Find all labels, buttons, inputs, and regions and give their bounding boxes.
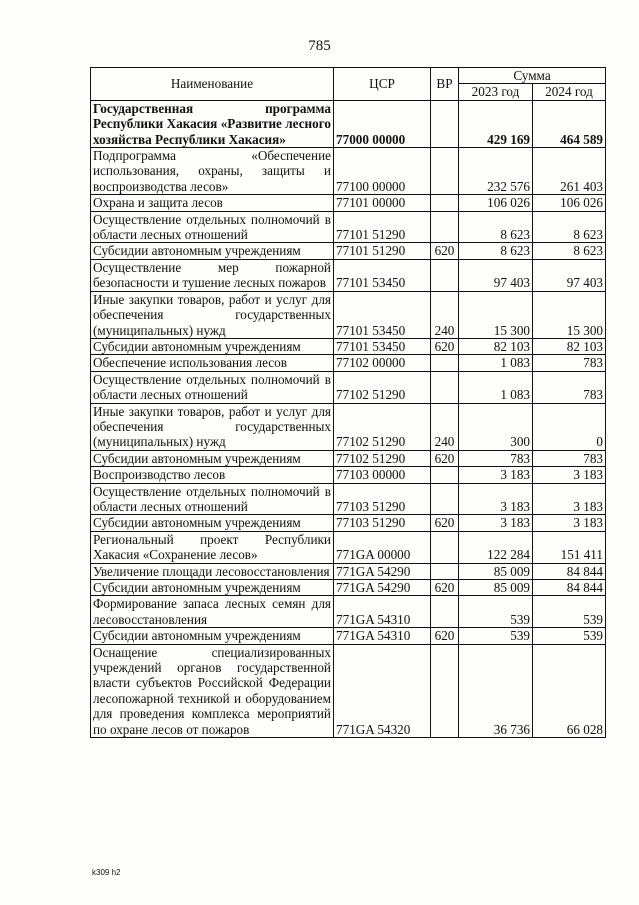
table-row <box>91 450 606 466</box>
row-csr: 77102 51290 <box>334 450 431 466</box>
row-name: Субсидии автономным учреждениям <box>91 243 334 259</box>
table-row <box>91 596 606 628</box>
row-vr <box>431 195 459 211</box>
row-vr <box>431 259 459 291</box>
row-csr: 77101 53450 <box>334 291 431 338</box>
row-name: Субсидии автономным учреждениям <box>91 450 334 466</box>
row-vr: 620 <box>431 450 459 466</box>
row-csr: 77103 51290 <box>334 483 431 515</box>
row-2023: 106 026 <box>459 195 533 211</box>
header-row <box>91 68 606 84</box>
row-name: Государственная программа Республики Хакасия «Развитие лесного хозяйства Республики Хакасия» <box>91 100 334 147</box>
table-row <box>91 483 606 515</box>
row-2023: 85 009 <box>459 563 533 579</box>
row-name: Осуществление отдельных полномочий в области лесных отношений <box>91 483 334 515</box>
row-2023: 1 083 <box>459 355 533 371</box>
row-2023: 36 736 <box>459 644 533 737</box>
row-2023: 783 <box>459 450 533 466</box>
row-csr: 771GA 54290 <box>334 563 431 579</box>
table-row <box>91 338 606 354</box>
row-2023: 15 300 <box>459 291 533 338</box>
row-name: Субсидии автономным учреждениям <box>91 338 334 354</box>
row-name: Обеспечение использования лесов <box>91 355 334 371</box>
row-2023: 82 103 <box>459 338 533 354</box>
row-2023: 539 <box>459 596 533 628</box>
row-2024: 783 <box>533 450 606 466</box>
row-2023: 1 083 <box>459 371 533 403</box>
row-2023: 85 009 <box>459 580 533 596</box>
row-vr: 240 <box>431 291 459 338</box>
footer-code: k309 h2 <box>92 868 121 877</box>
table-row <box>91 195 606 211</box>
row-2024: 3 183 <box>533 515 606 531</box>
row-2023: 3 183 <box>459 467 533 483</box>
row-csr: 77102 00000 <box>334 355 431 371</box>
row-2024: 3 183 <box>533 467 606 483</box>
table-body <box>91 100 606 737</box>
row-csr: 771GA 00000 <box>334 531 431 563</box>
table-row <box>91 628 606 644</box>
row-vr <box>431 148 459 195</box>
row-name: Субсидии автономным учреждениям <box>91 628 334 644</box>
row-name: Подпрограмма «Обеспечение использования, охраны, защиты и воспроизводства лесов» <box>91 148 334 195</box>
row-csr: 77103 51290 <box>334 515 431 531</box>
row-name: Иные закупки товаров, работ и услуг для обеспечения государственных (муниципальных) нужд <box>91 291 334 338</box>
row-name: Иные закупки товаров, работ и услуг для обеспечения государственных (муниципальных) нужд <box>91 403 334 450</box>
row-2023: 429 169 <box>459 100 533 147</box>
row-2024: 0 <box>533 403 606 450</box>
row-2023: 8 623 <box>459 243 533 259</box>
row-name: Воспроизводство лесов <box>91 467 334 483</box>
row-2023: 122 284 <box>459 531 533 563</box>
header-sum: Сумма <box>459 68 606 84</box>
table-row <box>91 259 606 291</box>
row-csr: 77101 53450 <box>334 338 431 354</box>
row-vr: 620 <box>431 628 459 644</box>
row-name: Увеличение площади лесовосстановления <box>91 563 334 579</box>
row-csr: 771GA 54310 <box>334 596 431 628</box>
row-2024: 106 026 <box>533 195 606 211</box>
row-vr <box>431 596 459 628</box>
row-csr: 77101 51290 <box>334 211 431 243</box>
row-vr: 620 <box>431 580 459 596</box>
row-vr <box>431 100 459 147</box>
table-row <box>91 291 606 338</box>
row-2024: 783 <box>533 371 606 403</box>
table-row <box>91 148 606 195</box>
row-vr <box>431 211 459 243</box>
row-2023: 97 403 <box>459 259 533 291</box>
table-row <box>91 371 606 403</box>
row-csr: 77101 51290 <box>334 243 431 259</box>
header-name: Наименование <box>91 68 334 101</box>
row-2024: 151 411 <box>533 531 606 563</box>
row-name: Формирование запаса лесных семян для лесовосстановления <box>91 596 334 628</box>
row-vr <box>431 355 459 371</box>
row-name: Охрана и защита лесов <box>91 195 334 211</box>
row-vr <box>431 371 459 403</box>
row-2023: 3 183 <box>459 515 533 531</box>
row-2024: 66 028 <box>533 644 606 737</box>
row-name: Субсидии автономным учреждениям <box>91 580 334 596</box>
row-vr: 620 <box>431 243 459 259</box>
row-2023: 232 576 <box>459 148 533 195</box>
row-vr: 620 <box>431 338 459 354</box>
row-2024: 97 403 <box>533 259 606 291</box>
page-number: 785 <box>308 38 331 54</box>
row-csr: 77101 00000 <box>334 195 431 211</box>
row-2024: 464 589 <box>533 100 606 147</box>
row-vr: 620 <box>431 515 459 531</box>
header-vr: ВР <box>431 68 459 101</box>
row-2024: 8 623 <box>533 243 606 259</box>
row-vr <box>431 563 459 579</box>
table-row <box>91 243 606 259</box>
row-vr <box>431 644 459 737</box>
budget-table <box>90 67 606 738</box>
row-2023: 539 <box>459 628 533 644</box>
row-csr: 77102 51290 <box>334 403 431 450</box>
row-vr <box>431 467 459 483</box>
row-name: Субсидии автономным учреждениям <box>91 515 334 531</box>
row-2024: 539 <box>533 628 606 644</box>
row-csr: 77101 53450 <box>334 259 431 291</box>
row-2024: 15 300 <box>533 291 606 338</box>
row-csr: 771GA 54320 <box>334 644 431 737</box>
table-row <box>91 211 606 243</box>
row-2024: 84 844 <box>533 563 606 579</box>
row-2024: 539 <box>533 596 606 628</box>
row-2023: 300 <box>459 403 533 450</box>
row-2023: 8 623 <box>459 211 533 243</box>
header-csr: ЦСР <box>334 68 431 101</box>
header-2023: 2023 год <box>459 84 533 100</box>
table-row <box>91 531 606 563</box>
header-2024: 2024 год <box>533 84 606 100</box>
row-vr <box>431 531 459 563</box>
table-row <box>91 100 606 147</box>
row-2024: 84 844 <box>533 580 606 596</box>
row-csr: 77103 00000 <box>334 467 431 483</box>
row-csr: 77000 00000 <box>334 100 431 147</box>
table-row <box>91 355 606 371</box>
row-csr: 771GA 54290 <box>334 580 431 596</box>
row-name: Осуществление отдельных полномочий в области лесных отношений <box>91 371 334 403</box>
row-csr: 77100 00000 <box>334 148 431 195</box>
table-row <box>91 467 606 483</box>
row-vr: 240 <box>431 403 459 450</box>
row-csr: 77102 51290 <box>334 371 431 403</box>
table-row <box>91 563 606 579</box>
row-2023: 3 183 <box>459 483 533 515</box>
row-2024: 261 403 <box>533 148 606 195</box>
table-row <box>91 580 606 596</box>
row-name: Региональный проект Республики Хакасия «Сохранение лесов» <box>91 531 334 563</box>
row-2024: 3 183 <box>533 483 606 515</box>
table-row <box>91 403 606 450</box>
row-2024: 783 <box>533 355 606 371</box>
row-2024: 8 623 <box>533 211 606 243</box>
row-name: Осуществление мер пожарной безопасности и тушение лесных пожаров <box>91 259 334 291</box>
row-vr <box>431 483 459 515</box>
table-row <box>91 644 606 737</box>
row-csr: 771GA 54310 <box>334 628 431 644</box>
row-name: Оснащение специализированных учреждений органов государственной власти субъектов Российской Федерации лесопожарной техникой и оборудованием для проведения комплекса мероприятий по охране лесов от пожаров <box>91 644 334 737</box>
row-2024: 82 103 <box>533 338 606 354</box>
table-row <box>91 515 606 531</box>
row-name: Осуществление отдельных полномочий в области лесных отношений <box>91 211 334 243</box>
